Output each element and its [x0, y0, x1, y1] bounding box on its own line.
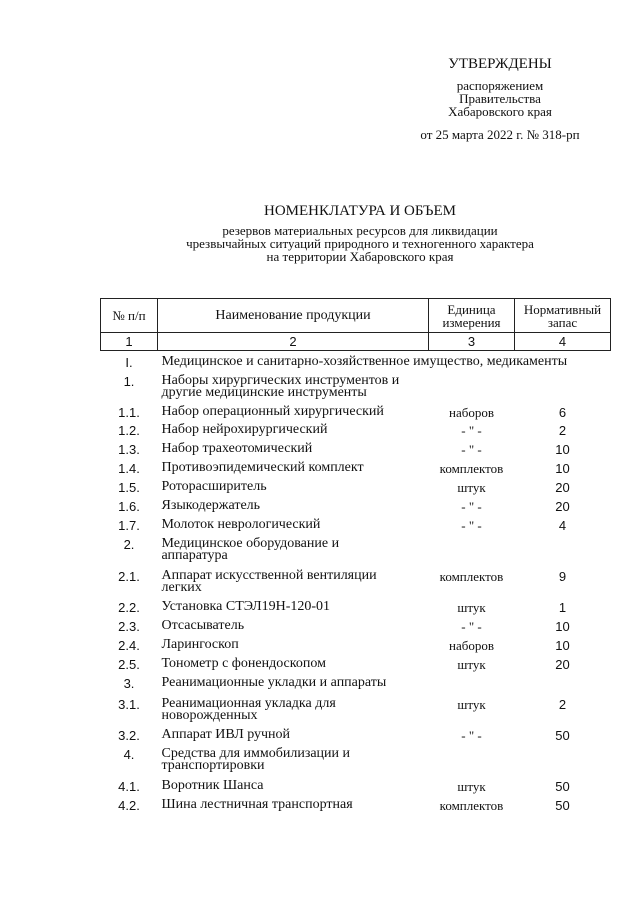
row-unit: - " - [461, 422, 482, 438]
table-row [101, 459, 611, 478]
table-row [101, 566, 611, 597]
row-qty [515, 371, 611, 402]
row-unit: штук [457, 599, 486, 615]
row-unit: штук [457, 696, 486, 712]
row-qty: 50 [555, 778, 570, 794]
row-num: 2.5. [118, 656, 140, 672]
table-row [101, 694, 611, 725]
row-unit [429, 535, 515, 566]
row-name: Средства для иммобилизации и транспортировки [161, 745, 351, 773]
title-sub-1: резервов материальных ресурсов для ликвидации [222, 223, 498, 238]
row-num: 2.3. [118, 618, 140, 634]
row-qty: 20 [555, 479, 570, 495]
row-unit: комплектов [439, 568, 504, 584]
table-row [101, 516, 611, 535]
row-num: I. [125, 355, 133, 370]
row-unit: штук [457, 656, 486, 672]
row-name: Медицинское оборудование и аппаратура [161, 535, 340, 563]
row-unit [429, 674, 515, 694]
row-qty [515, 535, 611, 566]
row-name: Ларингоскоп [161, 636, 239, 652]
row-unit: комплектов [439, 460, 504, 476]
row-unit: штук [457, 778, 486, 794]
row-unit: - " - [461, 441, 482, 457]
row-unit: наборов [449, 404, 494, 420]
table-row [101, 421, 611, 440]
row-qty: 10 [555, 460, 570, 476]
approval-line-1: распоряжением [456, 78, 544, 93]
table-row [101, 655, 611, 674]
approval-dateline: от 25 марта 2022 г. № 318-рп [420, 127, 580, 142]
row-num: 4. [123, 746, 135, 762]
table-row [101, 535, 611, 566]
row-num: 2.4. [118, 637, 140, 653]
title-sub-3: на территории Хабаровского края [266, 249, 454, 264]
row-qty: 1 [558, 599, 567, 615]
document-title [120, 203, 600, 263]
table-row [101, 402, 611, 421]
row-num: 1.1. [118, 404, 140, 420]
row-name: Шина лестничная транспортная [161, 796, 353, 812]
row-name: Молоток неврологический [161, 516, 321, 532]
table-row [101, 351, 611, 371]
row-qty: 50 [555, 727, 570, 743]
approval-line-2: Правительства [459, 91, 541, 106]
table-row [101, 371, 611, 402]
column-number-2: 2 [158, 333, 429, 351]
row-qty [515, 745, 611, 776]
row-unit: наборов [449, 637, 494, 653]
table-row [101, 776, 611, 796]
row-unit [429, 745, 515, 776]
table-header-row [101, 299, 611, 333]
row-num: 3.2. [118, 727, 140, 743]
row-name: Набор операционный хирургический [161, 403, 384, 419]
title-main: НОМЕНКЛАТУРА И ОБЪЕМ [263, 203, 457, 219]
row-name: Медицинское и санитарно-хозяйственное имущество, медикаменты [161, 354, 568, 369]
table-row [101, 674, 611, 694]
row-num: 1.2. [118, 422, 140, 438]
row-qty: 50 [555, 797, 570, 813]
row-num: 1.6. [118, 498, 140, 514]
table-row [101, 440, 611, 459]
row-name: Установка СТЭЛ19Н-120-01 [161, 598, 331, 614]
row-name: Реанимационная укладка для новорожденных [161, 695, 336, 723]
row-num: 1.7. [118, 517, 140, 533]
column-number-4: 4 [515, 333, 611, 351]
row-unit [429, 371, 515, 402]
row-num: 2. [123, 536, 135, 552]
row-unit: - " - [461, 618, 482, 634]
column-number-3: 3 [429, 333, 515, 351]
row-name: Языкодержатель [161, 497, 261, 513]
row-qty: 4 [558, 517, 567, 533]
approval-heading: УТВЕРЖДЕНЫ [448, 56, 552, 72]
approval-block [395, 56, 605, 141]
row-name: Аппарат искусственной вентиляции легких [161, 567, 377, 595]
row-qty: 9 [558, 568, 567, 584]
row-qty: 2 [558, 696, 567, 712]
row-qty: 20 [555, 656, 570, 672]
row-qty: 10 [555, 441, 570, 457]
row-qty: 2 [558, 422, 567, 438]
title-sub-2: чрезвычайных ситуаций природного и техногенного характера [186, 236, 534, 251]
table-column-numbers-row [101, 333, 611, 351]
row-unit: - " - [461, 498, 482, 514]
header-qty: Нормативный запас [515, 299, 611, 333]
row-name: Тонометр с фонендоскопом [161, 655, 326, 671]
table-row [101, 725, 611, 745]
row-num: 3. [123, 675, 135, 691]
row-num: 2.2. [118, 599, 140, 615]
row-unit: штук [457, 479, 486, 495]
row-unit: комплектов [439, 797, 504, 813]
table-row [101, 617, 611, 636]
row-num: 1.4. [118, 460, 140, 476]
row-name: Отсасыватель [161, 617, 245, 633]
row-num: 4.2. [118, 797, 140, 813]
row-name: Роторасширитель [161, 478, 267, 494]
table-row [101, 796, 611, 815]
row-name: Противоэпидемический комплект [161, 459, 364, 475]
row-num: 2.1. [118, 568, 140, 584]
nomenclature-table [100, 298, 611, 815]
row-qty: 6 [558, 404, 567, 420]
table-row [101, 636, 611, 655]
row-qty: 20 [555, 498, 570, 514]
row-num: 1. [123, 373, 135, 389]
column-number-1: 1 [101, 333, 158, 351]
row-name: Набор трахеотомический [161, 440, 313, 456]
row-num: 4.1. [118, 778, 140, 794]
row-unit: - " - [461, 727, 482, 743]
row-num: 3.1. [118, 696, 140, 712]
row-num: 1.5. [118, 479, 140, 495]
row-name: Аппарат ИВЛ ручной [161, 726, 291, 742]
header-num: № п/п [101, 299, 158, 333]
row-name: Реанимационные укладки и аппараты [161, 674, 387, 690]
row-unit: - " - [461, 517, 482, 533]
row-num: 1.3. [118, 441, 140, 457]
table-row [101, 745, 611, 776]
row-qty: 10 [555, 618, 570, 634]
row-name: Наборы хирургических инструментов и другие медицинские инструменты [161, 372, 400, 400]
table-row [101, 478, 611, 497]
row-qty [515, 674, 611, 694]
header-name: Наименование продукции [158, 299, 429, 333]
row-qty: 10 [555, 637, 570, 653]
row-name: Набор нейрохирургический [161, 421, 328, 437]
approval-line-3: Хабаровского края [448, 104, 552, 119]
table-row [101, 597, 611, 617]
table-row [101, 497, 611, 516]
header-unit: Единица измерения [429, 299, 515, 333]
row-name: Воротник Шанса [161, 777, 264, 793]
